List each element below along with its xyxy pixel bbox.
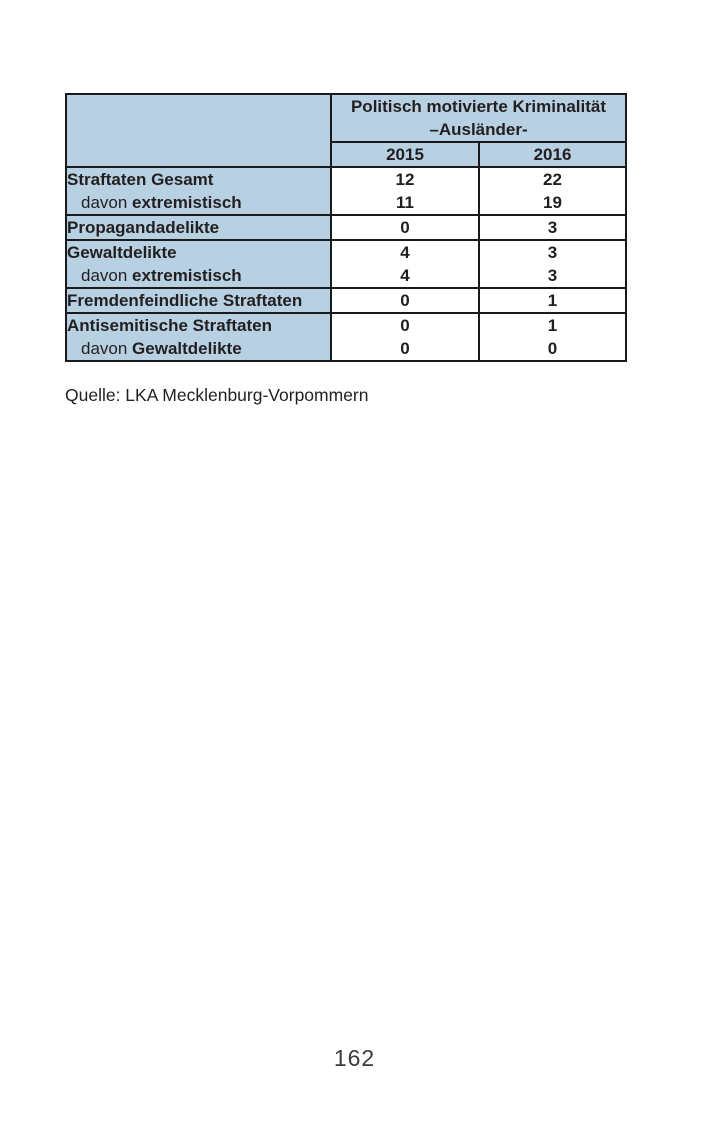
row-label: Gewaltdelikte [67,243,177,262]
row-label-cell [66,215,331,240]
table-row [66,240,626,288]
header-empty-cell [66,94,331,167]
table-header [66,94,626,167]
row-value-cell [479,215,626,240]
value: 0 [400,339,410,358]
value: 11 [396,193,414,212]
row-sublabel: davon extremistisch [81,193,242,212]
row-value-cell [331,240,479,288]
header-title-cell [331,94,626,142]
row-value-cell [479,288,626,313]
row-value-cell [479,240,626,288]
value: 1 [547,316,558,335]
row-value-cell [331,288,479,313]
header-title-line2: –Ausländer- [429,120,528,139]
row-label-cell [66,288,331,313]
value: 3 [547,243,558,262]
row-sublabel: davon Gewaltdelikte [81,339,242,358]
value: 3 [547,266,558,285]
row-label-cell [66,240,331,288]
row-label: Propagandadelikte [67,218,220,237]
row-label: Straftaten Gesamt [67,170,214,189]
value: 1 [547,291,558,310]
value: 19 [543,193,562,212]
row-label-cell [66,313,331,361]
value: 0 [400,316,410,335]
value: 0 [400,218,410,237]
page-number: 162 [333,1045,376,1071]
row-label: Fremdenfeindliche Straftaten [67,291,303,310]
row-value-cell [331,313,479,361]
row-label-cell [66,167,331,215]
header-year-2016: 2016 [479,142,626,167]
row-value-cell [331,167,479,215]
table-row [66,288,626,313]
value: 0 [400,291,410,310]
table-row [66,167,626,215]
header-year-2015: 2015 [331,142,479,167]
row-sublabel: davon extremistisch [81,266,242,285]
row-label: Antisemitische Straftaten [67,316,272,335]
table-row [66,215,626,240]
value: 22 [543,170,562,189]
header-title-line1: Politisch motivierte Kriminalität [350,97,607,116]
value: 3 [547,218,558,237]
table-row [66,313,626,361]
pmk-table-body [66,167,626,361]
row-value-cell [331,215,479,240]
value: 4 [400,266,410,285]
value: 4 [400,243,410,262]
pmk-auslaender-table [65,93,627,362]
value: 0 [547,339,558,358]
row-value-cell [479,313,626,361]
value: 12 [395,170,415,189]
row-value-cell [479,167,626,215]
source-note: Quelle: LKA Mecklenburg-Vorpommern [65,385,369,405]
